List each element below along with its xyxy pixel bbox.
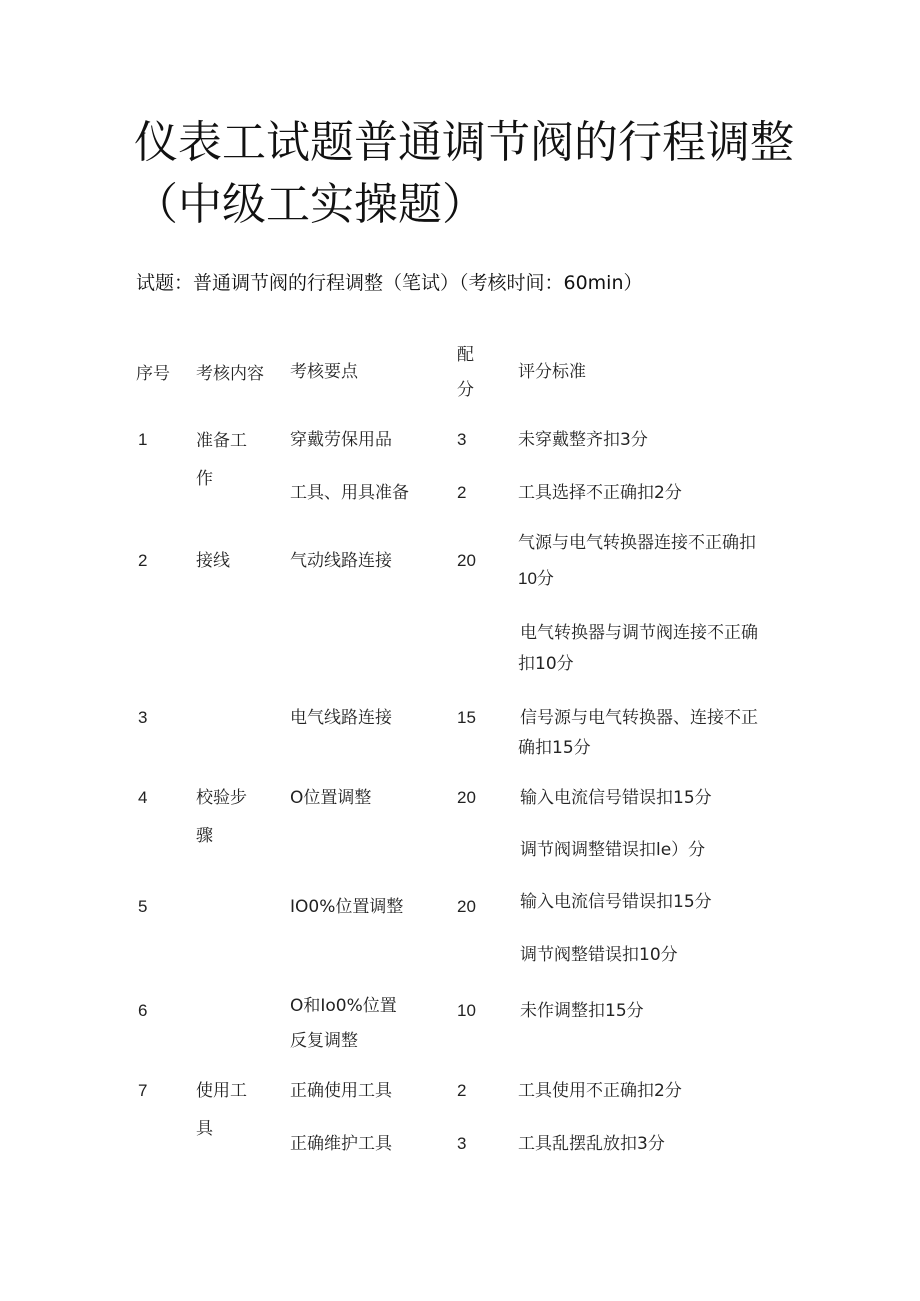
row1-content-b: 作 bbox=[196, 469, 213, 489]
header-points: 考核要点 bbox=[290, 362, 358, 382]
row2-score: 20 bbox=[457, 551, 476, 570]
header-no: 序号 bbox=[136, 364, 170, 384]
row3-criteria-a: 信号源与电气转换器、连接不正 bbox=[520, 708, 758, 728]
header-score-line2: 分 bbox=[457, 380, 474, 400]
row1-content-a: 准备工 bbox=[196, 431, 247, 451]
row6-no: 6 bbox=[138, 1001, 148, 1020]
row6-score: 10 bbox=[457, 1001, 476, 1020]
row7-criteria2: 工具乱摆乱放扣3分 bbox=[518, 1134, 665, 1154]
row4-criteria2: 调节阀调整错误扣le）分 bbox=[520, 840, 706, 860]
row5-point: IO0%位置调整 bbox=[290, 897, 404, 917]
row2-criteria1-b: 10分 bbox=[518, 569, 554, 588]
header-score-line1: 配 bbox=[457, 345, 474, 365]
exam-subtitle: 试题：普通调节阀的行程调整（笔试）（考核时间：60min） bbox=[136, 272, 643, 294]
header-content: 考核内容 bbox=[196, 364, 264, 384]
row4-no: 4 bbox=[138, 788, 148, 807]
row2-content: 接线 bbox=[196, 551, 230, 571]
row2-criteria1-a: 气源与电气转换器连接不正确扣 bbox=[518, 533, 756, 553]
row6-point-b: 反复调整 bbox=[290, 1031, 358, 1051]
row5-score: 20 bbox=[457, 897, 476, 916]
row3-point: 电气线路连接 bbox=[290, 708, 392, 728]
row6-point-a: O和Io0%位置 bbox=[290, 996, 397, 1016]
row7-point2: 正确维护工具 bbox=[290, 1134, 392, 1154]
row1-criteria2: 工具选择不正确扣2分 bbox=[518, 483, 682, 503]
row1-criteria1: 未穿戴整齐扣3分 bbox=[518, 430, 648, 450]
header-criteria: 评分标准 bbox=[518, 362, 586, 382]
row1-score1: 3 bbox=[457, 430, 467, 449]
row7-score2: 3 bbox=[457, 1134, 467, 1153]
title-line-2: （中级工实操题） bbox=[134, 179, 486, 230]
row7-point1: 正确使用工具 bbox=[290, 1081, 392, 1101]
row2-point: 气动线路连接 bbox=[290, 551, 392, 571]
row7-score1: 2 bbox=[457, 1081, 467, 1100]
row4-point: O位置调整 bbox=[290, 788, 372, 808]
row3-score: 15 bbox=[457, 708, 476, 727]
row3-criteria-b: 确扣15分 bbox=[518, 738, 591, 758]
row7-no: 7 bbox=[138, 1081, 148, 1100]
row5-criteria2: 调节阀整错误扣10分 bbox=[520, 945, 678, 965]
row7-content-b: 具 bbox=[196, 1119, 213, 1139]
row4-score: 20 bbox=[457, 788, 476, 807]
document-title bbox=[134, 112, 794, 236]
row1-no: 1 bbox=[138, 430, 148, 449]
row2-criteria2-b: 扣10分 bbox=[518, 654, 574, 674]
row7-content-a: 使用工 bbox=[196, 1081, 247, 1101]
row7-criteria1: 工具使用不正确扣2分 bbox=[518, 1081, 682, 1101]
row4-content-a: 校验步 bbox=[196, 788, 247, 808]
title-line-1: 仪表工试题普通调节阀的行程调整 bbox=[134, 117, 794, 168]
row5-no: 5 bbox=[138, 897, 148, 916]
row1-point2: 工具、用具准备 bbox=[290, 483, 409, 503]
row3-no: 3 bbox=[138, 708, 148, 727]
row1-score2: 2 bbox=[457, 483, 467, 502]
row4-content-b: 骤 bbox=[196, 826, 213, 846]
row6-criteria: 未作调整扣15分 bbox=[520, 1001, 644, 1021]
row5-criteria1: 输入电流信号错误扣15分 bbox=[520, 892, 712, 912]
row4-criteria1: 输入电流信号错误扣15分 bbox=[520, 788, 712, 808]
row1-point1: 穿戴劳保用品 bbox=[290, 430, 392, 450]
row2-no: 2 bbox=[138, 551, 148, 570]
row2-criteria2-a: 电气转换器与调节阀连接不正确 bbox=[520, 623, 758, 643]
